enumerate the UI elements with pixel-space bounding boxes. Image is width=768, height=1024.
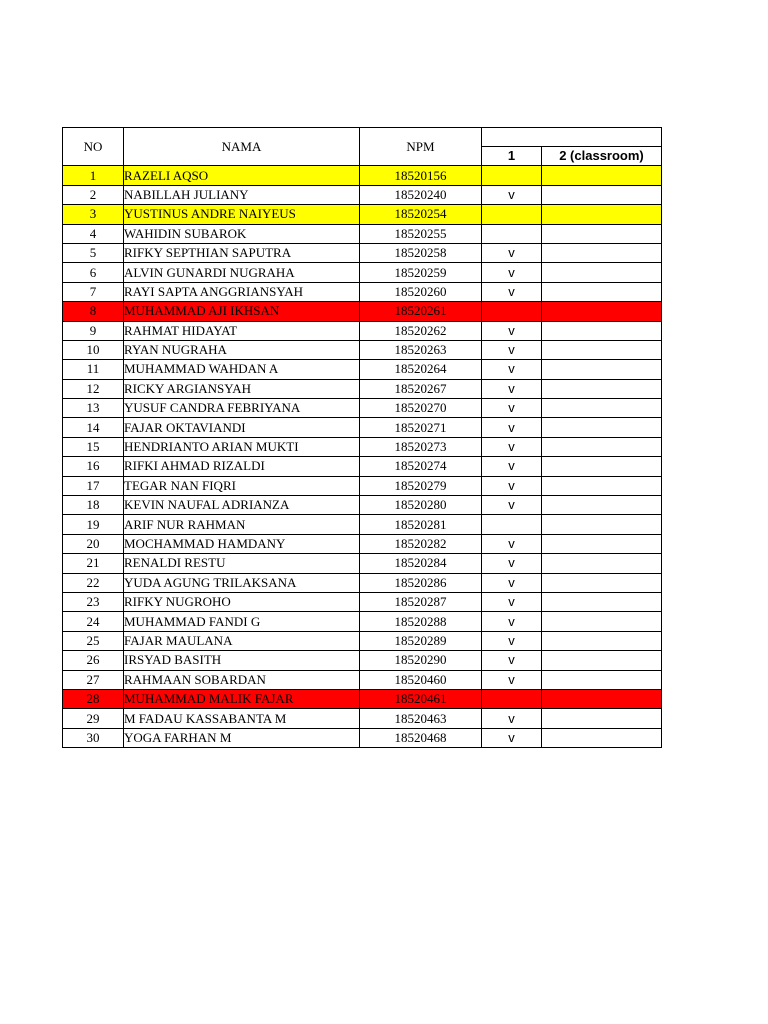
row-nama-cell: KEVIN NAUFAL ADRIANZA: [124, 496, 360, 515]
row-no-cell: 18: [63, 496, 124, 515]
subheader-session-1: 1: [482, 147, 542, 166]
row-npm-cell: 18520289: [360, 631, 482, 650]
row-npm-cell: 18520274: [360, 457, 482, 476]
table-row: [63, 457, 662, 476]
row-session-2-cell: [542, 631, 662, 650]
row-session-2-cell: [542, 321, 662, 340]
row-session-2-cell: [542, 728, 662, 747]
row-nama-cell: RAYI SAPTA ANGGRIANSYAH: [124, 282, 360, 301]
row-session-2-cell: [542, 243, 662, 262]
row-session-1-cell: v: [482, 399, 542, 418]
row-session-2-cell: [542, 185, 662, 204]
table-row: [63, 399, 662, 418]
table-row: [63, 670, 662, 689]
row-no-cell: 23: [63, 592, 124, 611]
row-nama-cell: WAHIDIN SUBAROK: [124, 224, 360, 243]
table-row: [63, 360, 662, 379]
attendance-sheet: [62, 127, 662, 748]
row-session-2-cell: [542, 670, 662, 689]
row-no-cell: 13: [63, 399, 124, 418]
row-session-1-cell: v: [482, 496, 542, 515]
row-session-2-cell: [542, 573, 662, 592]
row-session-1-cell: v: [482, 379, 542, 398]
table-row: [63, 515, 662, 534]
row-session-2-cell: [542, 689, 662, 708]
row-no-cell: 29: [63, 709, 124, 728]
row-nama-cell: FAJAR MAULANA: [124, 631, 360, 650]
row-session-1-cell: v: [482, 709, 542, 728]
table-row: [63, 418, 662, 437]
row-nama-cell: ARIF NUR RAHMAN: [124, 515, 360, 534]
row-session-2-cell: [542, 476, 662, 495]
table-row: [63, 554, 662, 573]
row-session-1-cell: v: [482, 670, 542, 689]
row-session-1-cell: [482, 166, 542, 185]
row-session-2-cell: [542, 709, 662, 728]
table-row: [63, 282, 662, 301]
row-no-cell: 19: [63, 515, 124, 534]
row-session-1-cell: v: [482, 437, 542, 456]
row-npm-cell: 18520240: [360, 185, 482, 204]
row-nama-cell: FAJAR OKTAVIANDI: [124, 418, 360, 437]
row-nama-cell: IRSYAD BASITH: [124, 651, 360, 670]
row-no-cell: 20: [63, 534, 124, 553]
row-nama-cell: M FADAU KASSABANTA M: [124, 709, 360, 728]
row-npm-cell: 18520263: [360, 340, 482, 359]
row-no-cell: 9: [63, 321, 124, 340]
table-row: [63, 302, 662, 321]
table-row: [63, 534, 662, 553]
row-session-2-cell: [542, 592, 662, 611]
row-session-1-cell: v: [482, 282, 542, 301]
row-session-2-cell: [542, 205, 662, 224]
row-session-2-cell: [542, 437, 662, 456]
row-nama-cell: MOCHAMMAD HAMDANY: [124, 534, 360, 553]
row-npm-cell: 18520468: [360, 728, 482, 747]
row-npm-cell: 18520273: [360, 437, 482, 456]
row-npm-cell: 18520279: [360, 476, 482, 495]
row-session-1-cell: v: [482, 185, 542, 204]
row-npm-cell: 18520460: [360, 670, 482, 689]
row-no-cell: 8: [63, 302, 124, 321]
table-row: [63, 166, 662, 185]
row-nama-cell: RIFKY NUGROHO: [124, 592, 360, 611]
table-row: [63, 205, 662, 224]
row-nama-cell: RICKY ARGIANSYAH: [124, 379, 360, 398]
table-row: [63, 631, 662, 650]
row-npm-cell: 18520255: [360, 224, 482, 243]
row-session-1-cell: [482, 302, 542, 321]
row-no-cell: 27: [63, 670, 124, 689]
table-row: [63, 185, 662, 204]
row-session-1-cell: [482, 224, 542, 243]
row-session-1-cell: v: [482, 651, 542, 670]
row-npm-cell: 18520267: [360, 379, 482, 398]
row-session-2-cell: [542, 651, 662, 670]
table-row: [63, 321, 662, 340]
row-session-1-cell: [482, 515, 542, 534]
row-npm-cell: 18520156: [360, 166, 482, 185]
row-nama-cell: MUHAMMAD WAHDAN A: [124, 360, 360, 379]
table-row: [63, 437, 662, 456]
row-session-1-cell: v: [482, 612, 542, 631]
row-no-cell: 4: [63, 224, 124, 243]
row-npm-cell: 18520282: [360, 534, 482, 553]
row-npm-cell: 18520271: [360, 418, 482, 437]
table-row: [63, 612, 662, 631]
header-row: [63, 128, 662, 147]
row-no-cell: 6: [63, 263, 124, 282]
row-no-cell: 1: [63, 166, 124, 185]
row-npm-cell: 18520259: [360, 263, 482, 282]
row-npm-cell: 18520288: [360, 612, 482, 631]
row-nama-cell: MUHAMMAD AJI IKHSAN: [124, 302, 360, 321]
row-no-cell: 16: [63, 457, 124, 476]
row-npm-cell: 18520461: [360, 689, 482, 708]
row-session-2-cell: [542, 457, 662, 476]
row-no-cell: 11: [63, 360, 124, 379]
row-session-1-cell: v: [482, 360, 542, 379]
row-session-1-cell: v: [482, 321, 542, 340]
table-row: [63, 689, 662, 708]
header-attendance-group: [482, 128, 662, 147]
row-npm-cell: 18520280: [360, 496, 482, 515]
row-nama-cell: ALVIN GUNARDI NUGRAHA: [124, 263, 360, 282]
row-nama-cell: MUHAMMAD MALIK FAJAR: [124, 689, 360, 708]
row-session-1-cell: v: [482, 592, 542, 611]
row-nama-cell: YUSUF CANDRA FEBRIYANA: [124, 399, 360, 418]
row-session-2-cell: [542, 379, 662, 398]
row-session-1-cell: v: [482, 418, 542, 437]
row-no-cell: 5: [63, 243, 124, 262]
row-session-1-cell: v: [482, 457, 542, 476]
row-npm-cell: 18520254: [360, 205, 482, 224]
row-session-2-cell: [542, 360, 662, 379]
row-session-2-cell: [542, 515, 662, 534]
row-session-2-cell: [542, 224, 662, 243]
row-session-2-cell: [542, 340, 662, 359]
row-nama-cell: NABILLAH JULIANY: [124, 185, 360, 204]
row-nama-cell: RAHMAT HIDAYAT: [124, 321, 360, 340]
row-session-1-cell: v: [482, 243, 542, 262]
row-no-cell: 26: [63, 651, 124, 670]
row-npm-cell: 18520463: [360, 709, 482, 728]
row-nama-cell: RAHMAAN SOBARDAN: [124, 670, 360, 689]
row-no-cell: 28: [63, 689, 124, 708]
row-session-2-cell: [542, 612, 662, 631]
row-npm-cell: 18520260: [360, 282, 482, 301]
table-row: [63, 496, 662, 515]
row-session-1-cell: v: [482, 534, 542, 553]
table-row: [63, 573, 662, 592]
table-row: [63, 263, 662, 282]
row-session-1-cell: v: [482, 728, 542, 747]
attendance-table: [62, 127, 662, 748]
table-row: [63, 224, 662, 243]
table-row: [63, 592, 662, 611]
row-no-cell: 2: [63, 185, 124, 204]
row-no-cell: 10: [63, 340, 124, 359]
row-npm-cell: 18520290: [360, 651, 482, 670]
row-nama-cell: RAZELI AQSO: [124, 166, 360, 185]
row-nama-cell: RENALDI RESTU: [124, 554, 360, 573]
header-no: NO: [63, 128, 124, 166]
row-npm-cell: 18520261: [360, 302, 482, 321]
table-row: [63, 340, 662, 359]
row-nama-cell: HENDRIANTO ARIAN MUKTI: [124, 437, 360, 456]
row-nama-cell: RIFKI AHMAD RIZALDI: [124, 457, 360, 476]
row-npm-cell: 18520284: [360, 554, 482, 573]
row-session-2-cell: [542, 496, 662, 515]
table-row: [63, 728, 662, 747]
row-session-2-cell: [542, 302, 662, 321]
table-row: [63, 709, 662, 728]
row-session-2-cell: [542, 166, 662, 185]
row-no-cell: 25: [63, 631, 124, 650]
row-nama-cell: TEGAR NAN FIQRI: [124, 476, 360, 495]
row-nama-cell: RIFKY SEPTHIAN SAPUTRA: [124, 243, 360, 262]
row-npm-cell: 18520262: [360, 321, 482, 340]
row-no-cell: 30: [63, 728, 124, 747]
row-nama-cell: MUHAMMAD FANDI G: [124, 612, 360, 631]
table-row: [63, 476, 662, 495]
row-no-cell: 21: [63, 554, 124, 573]
row-npm-cell: 18520270: [360, 399, 482, 418]
row-session-2-cell: [542, 418, 662, 437]
row-session-2-cell: [542, 263, 662, 282]
row-session-2-cell: [542, 282, 662, 301]
row-nama-cell: YOGA FARHAN M: [124, 728, 360, 747]
row-no-cell: 7: [63, 282, 124, 301]
header-nama: NAMA: [124, 128, 360, 166]
row-npm-cell: 18520281: [360, 515, 482, 534]
row-no-cell: 12: [63, 379, 124, 398]
row-session-2-cell: [542, 554, 662, 573]
row-npm-cell: 18520264: [360, 360, 482, 379]
row-no-cell: 24: [63, 612, 124, 631]
row-session-2-cell: [542, 399, 662, 418]
row-nama-cell: YUSTINUS ANDRE NAIYEUS: [124, 205, 360, 224]
row-session-2-cell: [542, 534, 662, 553]
row-no-cell: 14: [63, 418, 124, 437]
table-row: [63, 379, 662, 398]
table-row: [63, 651, 662, 670]
row-session-1-cell: v: [482, 554, 542, 573]
row-session-1-cell: v: [482, 340, 542, 359]
row-nama-cell: YUDA AGUNG TRILAKSANA: [124, 573, 360, 592]
row-no-cell: 17: [63, 476, 124, 495]
row-session-1-cell: v: [482, 573, 542, 592]
row-no-cell: 3: [63, 205, 124, 224]
subheader-session-2: 2 (classroom): [542, 147, 662, 166]
row-session-1-cell: [482, 205, 542, 224]
header-npm: NPM: [360, 128, 482, 166]
row-session-1-cell: [482, 689, 542, 708]
row-nama-cell: RYAN NUGRAHA: [124, 340, 360, 359]
row-npm-cell: 18520286: [360, 573, 482, 592]
row-session-1-cell: v: [482, 631, 542, 650]
row-npm-cell: 18520258: [360, 243, 482, 262]
row-npm-cell: 18520287: [360, 592, 482, 611]
row-no-cell: 15: [63, 437, 124, 456]
row-no-cell: 22: [63, 573, 124, 592]
row-session-1-cell: v: [482, 263, 542, 282]
table-row: [63, 243, 662, 262]
row-session-1-cell: v: [482, 476, 542, 495]
